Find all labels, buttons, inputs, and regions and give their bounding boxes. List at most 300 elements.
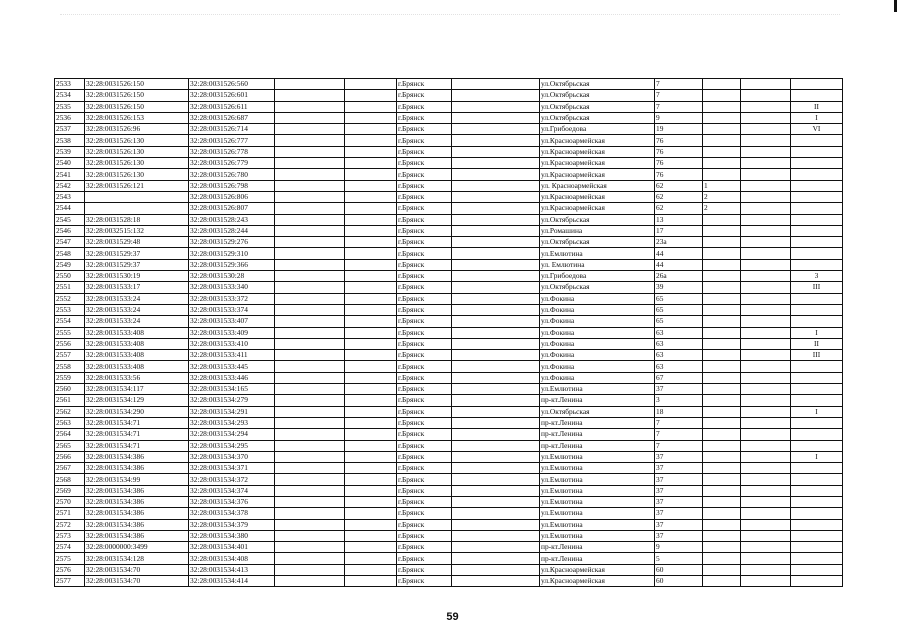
blank-cell-4 <box>275 203 345 214</box>
street-cell: ул.Красноармейская <box>540 146 655 157</box>
row-number-cell: 2556 <box>55 338 85 349</box>
apartment-cell <box>703 429 741 440</box>
parcel-cadastral-number-cell: 32:28:0031528:18 <box>85 214 189 225</box>
street-cell: ул.Красноармейская <box>540 564 655 575</box>
table-row <box>55 225 843 236</box>
parcel-cadastral-number-cell: 32:28:0031529:37 <box>85 248 189 259</box>
blank-cell-5 <box>345 395 397 406</box>
table-row <box>55 496 843 507</box>
blank-cell-7 <box>452 395 540 406</box>
city-cell: г.Брянск <box>397 180 452 191</box>
blank-cell-5 <box>345 79 397 90</box>
apartment-cell <box>703 406 741 417</box>
city-cell: г.Брянск <box>397 282 452 293</box>
apartment-cell <box>703 530 741 541</box>
parcel-cadastral-number-cell: 32:28:0031534:99 <box>85 474 189 485</box>
street-cell: ул.Октябрьская <box>540 282 655 293</box>
object-cadastral-number-cell: 32:28:0031526:714 <box>189 124 275 135</box>
row-number-cell: 2545 <box>55 214 85 225</box>
house-number-cell: 13 <box>655 214 703 225</box>
street-cell: ул.Емлютина <box>540 496 655 507</box>
apartment-cell <box>703 553 741 564</box>
blank-cell-11 <box>741 79 791 90</box>
blank-cell-4 <box>275 293 345 304</box>
table-row <box>55 271 843 282</box>
house-number-cell: 44 <box>655 259 703 270</box>
parcel-cadastral-number-cell: 32:28:0031533:408 <box>85 338 189 349</box>
house-number-cell: 37 <box>655 474 703 485</box>
house-number-cell: 17 <box>655 225 703 236</box>
city-cell: г.Брянск <box>397 135 452 146</box>
blank-cell-7 <box>452 237 540 248</box>
house-number-cell: 37 <box>655 485 703 496</box>
table-row <box>55 372 843 383</box>
blank-cell-4 <box>275 350 345 361</box>
blank-cell-4 <box>275 225 345 236</box>
city-cell: г.Брянск <box>397 248 452 259</box>
table-row <box>55 169 843 180</box>
table-row <box>55 417 843 428</box>
table-row <box>55 304 843 315</box>
blank-cell-7 <box>452 485 540 496</box>
object-cadastral-number-cell: 32:28:0031533:445 <box>189 361 275 372</box>
blank-cell-11 <box>741 271 791 282</box>
object-cadastral-number-cell: 32:28:0031526:560 <box>189 79 275 90</box>
object-cadastral-number-cell: 32:28:0031529:276 <box>189 237 275 248</box>
apartment-cell <box>703 395 741 406</box>
city-cell: г.Брянск <box>397 79 452 90</box>
parcel-cadastral-number-cell: 32:28:0031526:153 <box>85 112 189 123</box>
city-cell: г.Брянск <box>397 463 452 474</box>
blank-cell-5 <box>345 485 397 496</box>
apartment-cell <box>703 146 741 157</box>
table-row <box>55 440 843 451</box>
row-number-cell: 2539 <box>55 146 85 157</box>
city-cell: г.Брянск <box>397 474 452 485</box>
room-number-cell <box>791 530 843 541</box>
blank-cell-7 <box>452 271 540 282</box>
object-cadastral-number-cell: 32:28:0031526:778 <box>189 146 275 157</box>
house-number-cell: 37 <box>655 451 703 462</box>
parcel-cadastral-number-cell: 32:28:0031534:71 <box>85 417 189 428</box>
blank-cell-5 <box>345 564 397 575</box>
parcel-cadastral-number-cell: 32:28:0031534:117 <box>85 384 189 395</box>
table-row <box>55 112 843 123</box>
blank-cell-5 <box>345 282 397 293</box>
object-cadastral-number-cell: 32:28:0031534:165 <box>189 384 275 395</box>
city-cell: г.Брянск <box>397 112 452 123</box>
object-cadastral-number-cell: 32:28:0031529:310 <box>189 248 275 259</box>
room-number-cell <box>791 519 843 530</box>
city-cell: г.Брянск <box>397 350 452 361</box>
blank-cell-11 <box>741 542 791 553</box>
blank-cell-7 <box>452 101 540 112</box>
parcel-cadastral-number-cell: 32:28:0031526:130 <box>85 135 189 146</box>
table-row <box>55 429 843 440</box>
blank-cell-5 <box>345 237 397 248</box>
apartment-cell <box>703 135 741 146</box>
street-cell: ул.Грибоедова <box>540 124 655 135</box>
table-row <box>55 237 843 248</box>
street-cell: ул.Емлютина <box>540 530 655 541</box>
city-cell: г.Брянск <box>397 237 452 248</box>
row-number-cell: 2563 <box>55 417 85 428</box>
room-number-cell <box>791 135 843 146</box>
street-cell: ул. Емлютина <box>540 259 655 270</box>
city-cell: г.Брянск <box>397 542 452 553</box>
blank-cell-7 <box>452 282 540 293</box>
object-cadastral-number-cell: 32:28:0031526:780 <box>189 169 275 180</box>
blank-cell-5 <box>345 112 397 123</box>
apartment-cell <box>703 248 741 259</box>
table-row <box>55 338 843 349</box>
house-number-cell: 44 <box>655 248 703 259</box>
room-number-cell <box>791 429 843 440</box>
street-cell: пр-кт.Ленина <box>540 429 655 440</box>
blank-cell-5 <box>345 135 397 146</box>
blank-cell-7 <box>452 564 540 575</box>
blank-cell-7 <box>452 350 540 361</box>
blank-cell-4 <box>275 304 345 315</box>
row-number-cell: 2561 <box>55 395 85 406</box>
apartment-cell <box>703 169 741 180</box>
house-number-cell: 18 <box>655 406 703 417</box>
blank-cell-7 <box>452 451 540 462</box>
blank-cell-4 <box>275 429 345 440</box>
blank-cell-4 <box>275 338 345 349</box>
blank-cell-5 <box>345 327 397 338</box>
house-number-cell: 65 <box>655 304 703 315</box>
parcel-cadastral-number-cell: 32:28:0031530:19 <box>85 271 189 282</box>
parcel-cadastral-number-cell: 32:28:0031526:130 <box>85 169 189 180</box>
blank-cell-5 <box>345 90 397 101</box>
blank-cell-5 <box>345 124 397 135</box>
room-number-cell <box>791 395 843 406</box>
city-cell: г.Брянск <box>397 225 452 236</box>
blank-cell-7 <box>452 463 540 474</box>
object-cadastral-number-cell: 32:28:0031526:779 <box>189 158 275 169</box>
row-number-cell: 2572 <box>55 519 85 530</box>
blank-cell-4 <box>275 271 345 282</box>
city-cell: г.Брянск <box>397 191 452 202</box>
row-number-cell: 2536 <box>55 112 85 123</box>
blank-cell-7 <box>452 146 540 157</box>
city-cell: г.Брянск <box>397 146 452 157</box>
city-cell: г.Брянск <box>397 395 452 406</box>
blank-cell-4 <box>275 406 345 417</box>
city-cell: г.Брянск <box>397 372 452 383</box>
object-cadastral-number-cell: 32:28:0031533:446 <box>189 372 275 383</box>
house-number-cell: 63 <box>655 361 703 372</box>
street-cell: ул.Фокина <box>540 338 655 349</box>
blank-cell-7 <box>452 191 540 202</box>
blank-cell-4 <box>275 282 345 293</box>
house-number-cell: 7 <box>655 79 703 90</box>
blank-cell-5 <box>345 474 397 485</box>
house-number-cell: 76 <box>655 158 703 169</box>
row-number-cell: 2552 <box>55 293 85 304</box>
room-number-cell <box>791 203 843 214</box>
house-number-cell: 5 <box>655 553 703 564</box>
room-number-cell <box>791 384 843 395</box>
blank-cell-7 <box>452 158 540 169</box>
blank-cell-7 <box>452 225 540 236</box>
blank-cell-5 <box>345 338 397 349</box>
city-cell: г.Брянск <box>397 384 452 395</box>
parcel-cadastral-number-cell: 32:28:0031534:71 <box>85 440 189 451</box>
parcel-cadastral-number-cell: 32:28:0031526:150 <box>85 90 189 101</box>
table-row <box>55 530 843 541</box>
blank-cell-4 <box>275 530 345 541</box>
house-number-cell: 63 <box>655 327 703 338</box>
room-number-cell <box>791 146 843 157</box>
room-number-cell: III <box>791 350 843 361</box>
blank-cell-4 <box>275 259 345 270</box>
table-row <box>55 293 843 304</box>
table-row <box>55 282 843 293</box>
room-number-cell <box>791 496 843 507</box>
parcel-cadastral-number-cell: 32:28:0031534:70 <box>85 576 189 587</box>
table-row <box>55 146 843 157</box>
blank-cell-7 <box>452 214 540 225</box>
room-number-cell <box>791 508 843 519</box>
city-cell: г.Брянск <box>397 576 452 587</box>
row-number-cell: 2548 <box>55 248 85 259</box>
apartment-cell <box>703 293 741 304</box>
object-cadastral-number-cell: 32:28:0031526:806 <box>189 191 275 202</box>
room-number-cell <box>791 158 843 169</box>
blank-cell-5 <box>345 248 397 259</box>
blank-cell-11 <box>741 440 791 451</box>
blank-cell-5 <box>345 259 397 270</box>
object-cadastral-number-cell: 32:28:0031526:807 <box>189 203 275 214</box>
blank-cell-11 <box>741 361 791 372</box>
room-number-cell: 3 <box>791 271 843 282</box>
blank-cell-7 <box>452 576 540 587</box>
blank-cell-5 <box>345 146 397 157</box>
blank-cell-4 <box>275 372 345 383</box>
city-cell: г.Брянск <box>397 338 452 349</box>
scan-edge-mark <box>894 0 897 12</box>
blank-cell-4 <box>275 112 345 123</box>
table-row <box>55 248 843 259</box>
object-cadastral-number-cell: 32:28:0031533:407 <box>189 316 275 327</box>
house-number-cell: 26а <box>655 271 703 282</box>
city-cell: г.Брянск <box>397 316 452 327</box>
street-cell: пр-кт.Ленина <box>540 553 655 564</box>
house-number-cell: 19 <box>655 124 703 135</box>
object-cadastral-number-cell: 32:28:0031526:611 <box>189 101 275 112</box>
table-row <box>55 553 843 564</box>
room-number-cell: II <box>791 101 843 112</box>
blank-cell-5 <box>345 361 397 372</box>
house-number-cell: 37 <box>655 384 703 395</box>
apartment-cell: 2 <box>703 191 741 202</box>
object-cadastral-number-cell: 32:28:0031533:372 <box>189 293 275 304</box>
table-row <box>55 576 843 587</box>
row-number-cell: 2560 <box>55 384 85 395</box>
street-cell: ул.Октябрьская <box>540 79 655 90</box>
blank-cell-4 <box>275 519 345 530</box>
table-row <box>55 463 843 474</box>
city-cell: г.Брянск <box>397 124 452 135</box>
apartment-cell <box>703 271 741 282</box>
street-cell: ул.Емлютина <box>540 248 655 259</box>
parcel-cadastral-number-cell: 32:28:0031526:121 <box>85 180 189 191</box>
blank-cell-4 <box>275 576 345 587</box>
object-cadastral-number-cell: 32:28:0031534:372 <box>189 474 275 485</box>
city-cell: г.Брянск <box>397 406 452 417</box>
blank-cell-5 <box>345 530 397 541</box>
room-number-cell <box>791 564 843 575</box>
object-cadastral-number-cell: 32:28:0031534:291 <box>189 406 275 417</box>
object-cadastral-number-cell: 32:28:0031534:401 <box>189 542 275 553</box>
row-number-cell: 2559 <box>55 372 85 383</box>
city-cell: г.Брянск <box>397 158 452 169</box>
street-cell: ул.Фокина <box>540 372 655 383</box>
room-number-cell: VI <box>791 124 843 135</box>
blank-cell-11 <box>741 304 791 315</box>
house-number-cell: 76 <box>655 169 703 180</box>
table-row <box>55 361 843 372</box>
room-number-cell: I <box>791 451 843 462</box>
house-number-cell: 76 <box>655 135 703 146</box>
apartment-cell <box>703 485 741 496</box>
apartment-cell <box>703 304 741 315</box>
row-number-cell: 2535 <box>55 101 85 112</box>
room-number-cell <box>791 576 843 587</box>
apartment-cell <box>703 519 741 530</box>
house-number-cell: 62 <box>655 203 703 214</box>
row-number-cell: 2562 <box>55 406 85 417</box>
table-row <box>55 214 843 225</box>
house-number-cell: 37 <box>655 519 703 530</box>
city-cell: г.Брянск <box>397 553 452 564</box>
row-number-cell: 2555 <box>55 327 85 338</box>
apartment-cell <box>703 338 741 349</box>
room-number-cell <box>791 553 843 564</box>
house-number-cell: 7 <box>655 101 703 112</box>
apartment-cell <box>703 124 741 135</box>
room-number-cell <box>791 191 843 202</box>
blank-cell-5 <box>345 542 397 553</box>
parcel-cadastral-number-cell: 32:28:0031526:130 <box>85 146 189 157</box>
table-row <box>55 542 843 553</box>
blank-cell-7 <box>452 519 540 530</box>
house-number-cell: 7 <box>655 90 703 101</box>
city-cell: г.Брянск <box>397 361 452 372</box>
city-cell: г.Брянск <box>397 417 452 428</box>
blank-cell-5 <box>345 101 397 112</box>
row-number-cell: 2544 <box>55 203 85 214</box>
street-cell: ул.Емлютина <box>540 519 655 530</box>
blank-cell-4 <box>275 417 345 428</box>
object-cadastral-number-cell: 32:28:0031534:279 <box>189 395 275 406</box>
object-cadastral-number-cell: 32:28:0031534:380 <box>189 530 275 541</box>
street-cell: ул.Емлютина <box>540 463 655 474</box>
blank-cell-7 <box>452 327 540 338</box>
blank-cell-4 <box>275 124 345 135</box>
object-cadastral-number-cell: 32:28:0031534:371 <box>189 463 275 474</box>
blank-cell-7 <box>452 406 540 417</box>
apartment-cell <box>703 474 741 485</box>
row-number-cell: 2551 <box>55 282 85 293</box>
blank-cell-11 <box>741 474 791 485</box>
blank-cell-5 <box>345 440 397 451</box>
blank-cell-11 <box>741 169 791 180</box>
street-cell: пр-кт.Ленина <box>540 417 655 428</box>
blank-cell-7 <box>452 553 540 564</box>
apartment-cell <box>703 282 741 293</box>
blank-cell-5 <box>345 417 397 428</box>
house-number-cell: 63 <box>655 338 703 349</box>
street-cell: ул.Фокина <box>540 327 655 338</box>
apartment-cell <box>703 440 741 451</box>
street-cell: ул.Октябрьская <box>540 101 655 112</box>
blank-cell-5 <box>345 576 397 587</box>
room-number-cell <box>791 304 843 315</box>
blank-cell-5 <box>345 225 397 236</box>
city-cell: г.Брянск <box>397 519 452 530</box>
blank-cell-11 <box>741 372 791 383</box>
blank-cell-4 <box>275 542 345 553</box>
row-number-cell: 2567 <box>55 463 85 474</box>
room-number-cell <box>791 372 843 383</box>
apartment-cell <box>703 316 741 327</box>
table-row <box>55 406 843 417</box>
street-cell: ул.Октябрьская <box>540 237 655 248</box>
apartment-cell <box>703 90 741 101</box>
blank-cell-11 <box>741 237 791 248</box>
blank-cell-7 <box>452 293 540 304</box>
table-row <box>55 203 843 214</box>
blank-cell-4 <box>275 135 345 146</box>
row-number-cell: 2573 <box>55 530 85 541</box>
blank-cell-11 <box>741 101 791 112</box>
blank-cell-4 <box>275 180 345 191</box>
blank-cell-11 <box>741 248 791 259</box>
apartment-cell <box>703 101 741 112</box>
blank-cell-11 <box>741 508 791 519</box>
blank-cell-5 <box>345 304 397 315</box>
object-cadastral-number-cell: 32:28:0031534:370 <box>189 451 275 462</box>
blank-cell-7 <box>452 542 540 553</box>
blank-cell-4 <box>275 79 345 90</box>
blank-cell-5 <box>345 191 397 202</box>
house-number-cell: 39 <box>655 282 703 293</box>
blank-cell-4 <box>275 361 345 372</box>
row-number-cell: 2558 <box>55 361 85 372</box>
blank-cell-4 <box>275 158 345 169</box>
blank-cell-11 <box>741 112 791 123</box>
blank-cell-7 <box>452 361 540 372</box>
blank-cell-11 <box>741 384 791 395</box>
blank-cell-7 <box>452 316 540 327</box>
blank-cell-4 <box>275 451 345 462</box>
house-number-cell: 65 <box>655 293 703 304</box>
blank-cell-7 <box>452 372 540 383</box>
table-row <box>55 519 843 530</box>
blank-cell-4 <box>275 101 345 112</box>
blank-cell-4 <box>275 463 345 474</box>
city-cell: г.Брянск <box>397 271 452 282</box>
row-number-cell: 2565 <box>55 440 85 451</box>
row-number-cell: 2571 <box>55 508 85 519</box>
table-row <box>55 474 843 485</box>
object-cadastral-number-cell: 32:28:0031530:28 <box>189 271 275 282</box>
row-number-cell: 2537 <box>55 124 85 135</box>
house-number-cell: 76 <box>655 146 703 157</box>
